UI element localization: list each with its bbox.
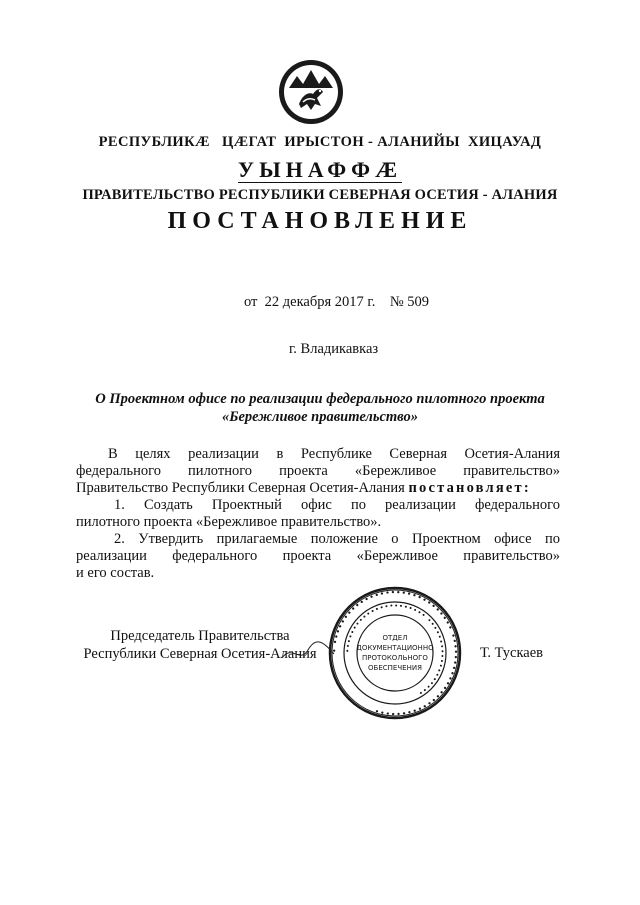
intro-line-3-text: Правительство Республики Северная Осетия-Алания bbox=[76, 480, 405, 496]
stamp-inner-line-4: ОБЕСПЕЧЕНИЯ bbox=[368, 664, 422, 672]
decree-title-ossetian-text: УЫНАФФÆ bbox=[237, 157, 403, 182]
item-2-line-2: реализации федерального проекта «Бережливое правительство» bbox=[76, 548, 560, 564]
decree-subject-line-2: «Бережливое правительство» bbox=[222, 409, 418, 425]
stamp-inner-line-2: ДОКУМЕНТАЦИОННО bbox=[356, 644, 434, 652]
official-seal-stamp bbox=[327, 585, 463, 721]
decree-title-ossetian bbox=[0, 157, 640, 183]
intro-line-1: В целях реализации в Республике Северная Осетия-Алания bbox=[108, 446, 560, 462]
stamp-inner-line-1: ОТДЕЛ bbox=[382, 634, 408, 642]
intro-line-3 bbox=[76, 480, 560, 497]
item-1-line-2: пилотного проекта «Бережливое правительство». bbox=[76, 514, 382, 530]
signer-position-line-2: Республики Северная Осетия-Алания bbox=[83, 646, 317, 662]
intro-line-2: федерального пилотного проекта «Бережливое правительство» bbox=[76, 463, 560, 479]
decree-date-number: от 22 декабря 2017 г. № 509 bbox=[244, 294, 430, 310]
coat-of-arms-emblem bbox=[277, 58, 345, 126]
svg-text:• ••••••••••••••••••••••••••••: • ••••••••••••••••••••••••••••• ••••••••••••••••••••••••• bbox=[329, 587, 461, 719]
svg-text:•••••••••••••••••••••• •••••••: •••••••••••••••••••••• •••••••••••••••••• bbox=[343, 601, 447, 698]
item-1-line-1: 1. Создать Проектный офис по реализации федерального bbox=[114, 497, 560, 513]
stamp-inner-line-3: ПРОТОКОЛЬНОГО bbox=[362, 654, 428, 662]
city: г. Владикавказ bbox=[289, 341, 379, 357]
government-name: ПРАВИТЕЛЬСТВО РЕСПУБЛИКИ СЕВЕРНАЯ ОСЕТИЯ - АЛАНИЯ bbox=[82, 187, 558, 203]
item-2-line-1: 2. Утвердить прилагаемые положение о Проектном офисе по bbox=[114, 531, 560, 547]
signature-mark bbox=[278, 636, 338, 666]
republic-name-ossetian: РЕСПУБЛИКÆ ЦÆГАТ ИРЫСТОН - АЛАНИЙЫ ХИЦАУАД bbox=[98, 134, 542, 150]
signer-name: Т. Тускаев bbox=[480, 645, 544, 661]
signer-position-line-1: Председатель Правительства bbox=[110, 628, 290, 644]
resolves-word: постановляет: bbox=[408, 480, 531, 496]
decree-subject bbox=[70, 390, 570, 426]
decree-subject-line-1: О Проектном офисе по реализации федерального пилотного проекта bbox=[95, 391, 545, 407]
item-2-line-3: и его состав. bbox=[76, 565, 155, 581]
decree-title: ПОСТАНОВЛЕНИЕ bbox=[167, 208, 473, 234]
